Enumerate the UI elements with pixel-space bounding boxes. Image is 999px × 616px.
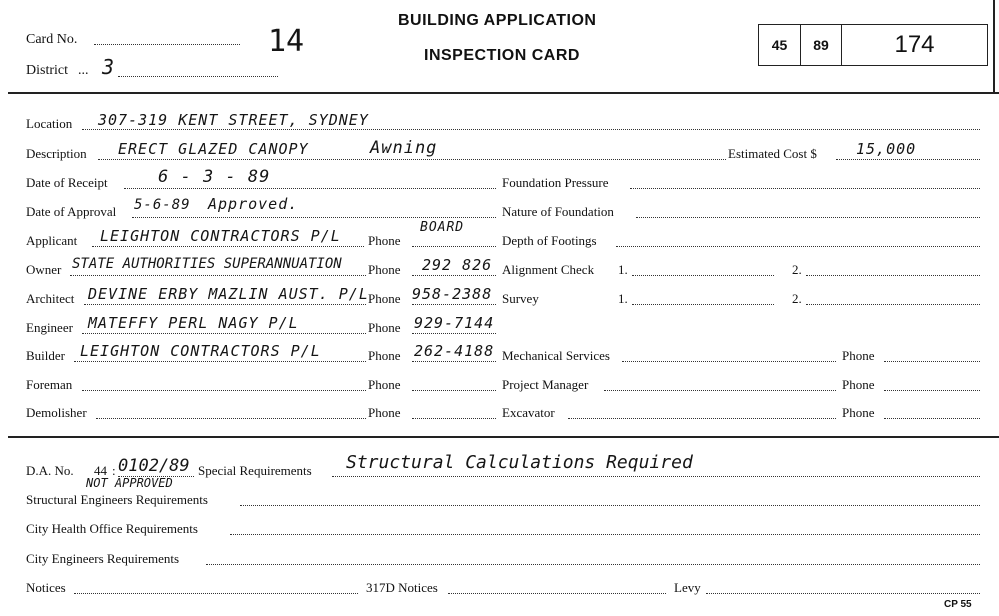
estimated-cost-label: Estimated Cost $: [728, 146, 817, 161]
architect-value: DEVINE ERBY MAZLIN AUST. P/L: [88, 285, 369, 303]
date-of-approval-value: 5-6-89: [134, 197, 191, 213]
owner-value: STATE AUTHORITIES SUPERANNUATION: [72, 256, 342, 272]
survey-num-1: 1.: [618, 291, 628, 306]
date-of-receipt-label: Date of Receipt: [26, 175, 108, 190]
card-no-value: 14: [268, 24, 305, 59]
card-no-line: [94, 44, 240, 45]
da-no-label: D.A. No.: [26, 463, 74, 478]
special-requirements-label: Special Requirements: [198, 463, 312, 478]
description-label: Description: [26, 146, 87, 161]
depth-of-footings-label: Depth of Footings: [502, 233, 597, 248]
section-divider: [8, 436, 999, 438]
owner-phone: 292 826: [422, 256, 493, 274]
mechanical-services-label: Mechanical Services: [502, 348, 610, 363]
date-of-receipt-value: 6 - 3 - 89: [158, 167, 271, 187]
survey-num-2: 2.: [792, 291, 802, 306]
approved-note: Approved.: [208, 195, 299, 213]
box-cell-2: 89: [813, 37, 829, 53]
estimated-cost-value: 15,000: [856, 140, 917, 158]
foundation-pressure-label: Foundation Pressure: [502, 175, 609, 190]
engineer-label: Engineer: [26, 320, 73, 335]
description-extra: Awning: [370, 138, 438, 158]
survey-label: Survey: [502, 291, 539, 306]
date-of-approval-label: Date of Approval: [26, 204, 117, 219]
builder-phone-label: Phone: [368, 348, 401, 363]
district-label: District: [26, 63, 68, 78]
alignment-num-1: 1.: [618, 262, 628, 277]
applicant-value: LEIGHTON CONTRACTORS P/L: [100, 227, 341, 245]
box-cell-3: 174: [894, 31, 935, 58]
owner-label: Owner: [26, 262, 62, 277]
foreman-phone-label: Phone: [368, 377, 401, 392]
location-label: Location: [26, 116, 73, 131]
foreman-label: Foreman: [26, 377, 73, 392]
not-approved-note: NOT APPROVED: [86, 476, 173, 490]
alignment-num-2: 2.: [792, 262, 802, 277]
city-engineers-label: City Engineers Requirements: [26, 551, 180, 566]
alignment-check-label: Alignment Check: [502, 262, 595, 277]
engineer-phone-label: Phone: [368, 320, 401, 335]
architect-phone: 958-2388: [412, 285, 493, 303]
excavator-label: Excavator: [502, 405, 555, 420]
engineer-value: MATEFFY PERL NAGY P/L: [88, 314, 299, 332]
form-code: CP 55: [944, 599, 972, 610]
applicant-phone-label: Phone: [368, 233, 401, 248]
card-no-label: Card No.: [26, 32, 78, 47]
notices-label: Notices: [26, 580, 66, 595]
architect-label: Architect: [26, 291, 75, 306]
levy-label: Levy: [674, 580, 701, 595]
right-edge: [993, 0, 995, 94]
location-value: 307-319 KENT STREET, SYDNEY: [98, 111, 369, 129]
header-divider: [8, 92, 999, 94]
nature-of-foundation-label: Nature of Foundation: [502, 204, 614, 219]
da-no-prefix: 44: [94, 463, 107, 478]
engineer-phone: 929-7144: [414, 314, 495, 332]
project-manager-label: Project Manager: [502, 377, 589, 392]
city-health-office-label: City Health Office Requirements: [26, 521, 198, 536]
box-cell-1: 45: [771, 37, 788, 53]
owner-phone-label: Phone: [368, 262, 401, 277]
da-no-value: 0102/89: [118, 456, 190, 476]
card-title-line1: BUILDING APPLICATION: [398, 12, 597, 29]
card-number-box: [758, 24, 988, 66]
architect-phone-label: Phone: [368, 291, 401, 306]
description-value: ERECT GLAZED CANOPY: [118, 140, 309, 158]
notices-317d-label: 317D Notices: [366, 580, 438, 595]
builder-phone: 262-4188: [414, 342, 495, 360]
mechanical-phone-label: Phone: [842, 348, 875, 363]
structural-engineers-label: Structural Engineers Requirements: [26, 492, 208, 507]
excavator-phone-label: Phone: [842, 405, 875, 420]
district-value: 3: [102, 55, 116, 79]
demolisher-label: Demolisher: [26, 405, 87, 420]
owner-board: BOARD: [420, 220, 465, 235]
project-manager-phone-label: Phone: [842, 377, 875, 392]
district-line: [118, 76, 278, 77]
builder-value: LEIGHTON CONTRACTORS P/L: [80, 342, 321, 360]
card-title-line2: INSPECTION CARD: [424, 47, 580, 64]
special-requirements-value: Structural Calculations Required: [346, 452, 693, 473]
builder-label: Builder: [26, 348, 65, 363]
applicant-label: Applicant: [26, 233, 78, 248]
demolisher-phone-label: Phone: [368, 405, 401, 420]
